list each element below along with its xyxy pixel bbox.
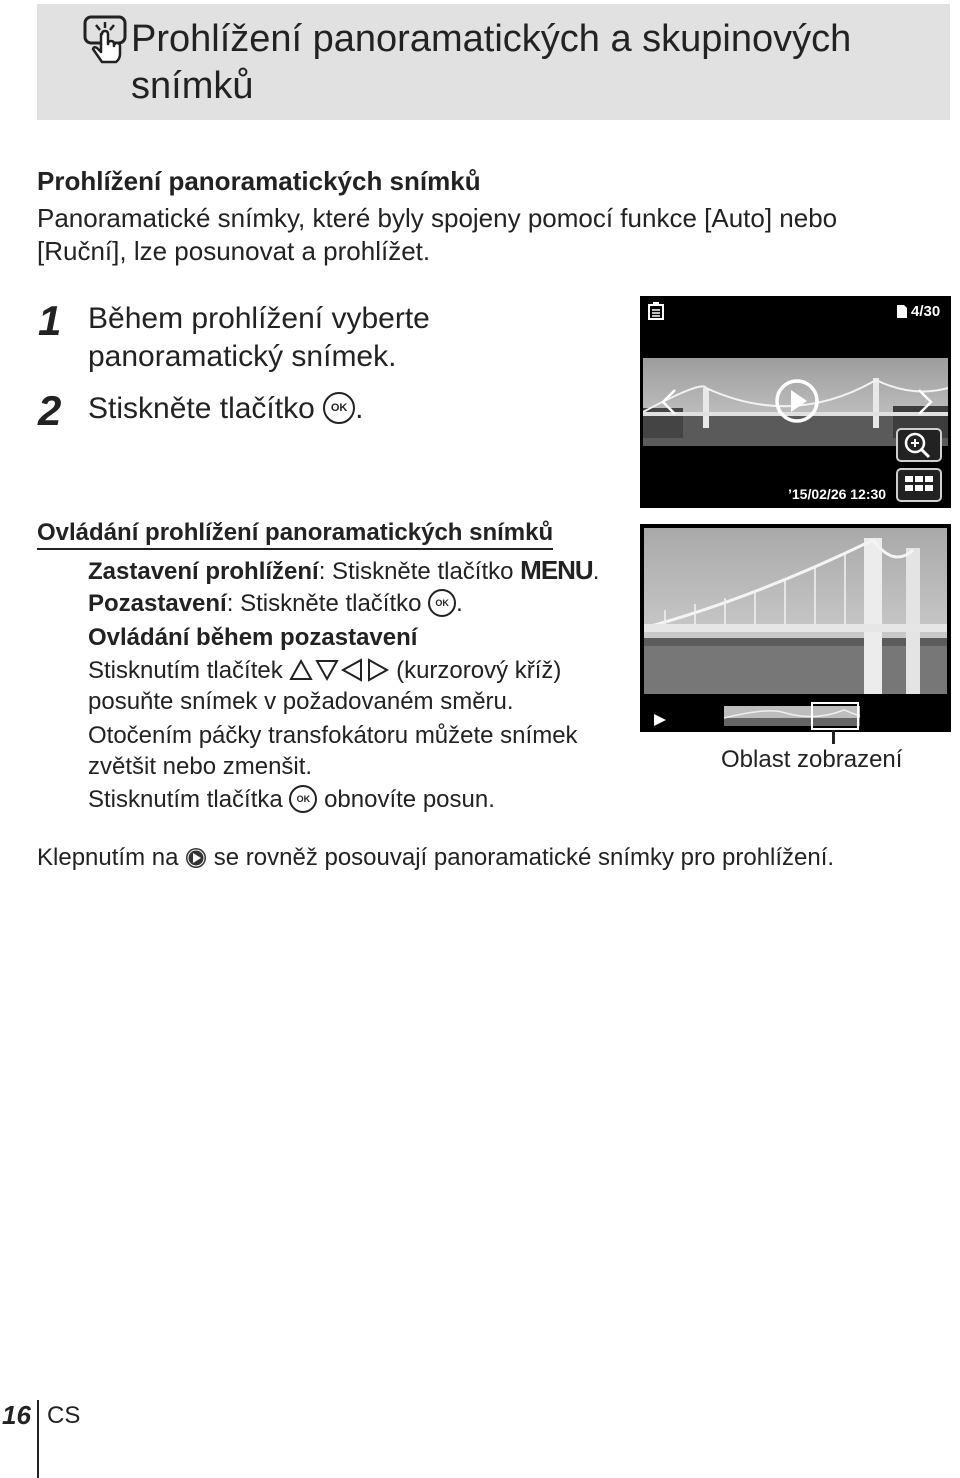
footer-note-prefix: Klepnutím na (37, 844, 179, 871)
restore-prefix: Stisknutím tlačítka (88, 786, 283, 813)
step-1-number: 1 (38, 297, 62, 344)
section-body-line2: [Ruční], lze posunovat a prohlížet. (37, 236, 431, 266)
ok-button-icon: OK (428, 589, 456, 617)
pause-line: Pozastavení: Stiskněte tlačítko OK . (88, 590, 463, 617)
controls-heading-wrap (37, 519, 553, 547)
panorama-enlarged-view (644, 528, 947, 694)
pause-text: : Stiskněte tlačítko (226, 590, 422, 617)
footer-note (37, 842, 834, 874)
frame-counter: 4/30 (911, 303, 941, 320)
page-title: Prohlížení panoramatických a skupinových snímků (131, 18, 852, 107)
arrows-prefix: Stisknutím tlačítek (88, 657, 283, 684)
zoom-line2: zvětšit nebo zmenšit. (88, 753, 313, 780)
step-2-number: 2 (38, 387, 62, 434)
index-view-icon[interactable] (896, 468, 942, 502)
cursor-arrows-icon (289, 658, 389, 682)
step-2-suffix: . (355, 392, 364, 425)
display-area-caption: Oblast zobrazení (721, 746, 903, 773)
play-circle-icon (185, 847, 207, 869)
stop-playback-line: Zastavení prohlížení: Stiskněte tlačítko MENU. (88, 555, 600, 585)
touch-icon (82, 14, 128, 66)
footer-note-suffix: se rovněž posouvají panoramatické snímky pro prohlížení. (213, 844, 835, 871)
stop-playback-label: Zastavení prohlížení (88, 558, 319, 585)
step-2-text (88, 390, 363, 428)
arrows-line2: posuňte snímek v požadovaném směru. (88, 688, 514, 715)
date-time: ’15/02/26 12:30 (788, 486, 887, 502)
protect-icon (648, 302, 664, 320)
restore-line (88, 784, 495, 816)
play-indicator-icon (652, 712, 668, 728)
during-pause-heading: Ovládání během pozastavení (88, 624, 418, 651)
play-icon[interactable] (774, 378, 820, 424)
menu-button-label: MENU (520, 555, 593, 585)
restore-suffix: obnovíte posun. (324, 786, 495, 813)
sd-card-icon (896, 304, 908, 319)
page-language: CS (47, 1402, 81, 1429)
chevron-right-icon[interactable] (916, 388, 934, 416)
page-divider (37, 1400, 39, 1478)
section-heading: Prohlížení panoramatických snímků (37, 166, 481, 196)
ok-button-icon: OK (289, 785, 317, 813)
zoom-in-icon[interactable] (896, 428, 942, 462)
ok-button-icon: OK (323, 392, 355, 424)
chevron-left-icon[interactable] (660, 388, 678, 416)
section-body-line1: Panoramatické snímky, které byly spojeny pomocí funkce [Auto] nebo (37, 203, 838, 233)
panorama-navigator-strip (724, 702, 860, 730)
callout-line (832, 730, 835, 744)
step-2-label: Stiskněte tlačítko (88, 392, 315, 425)
step-1-line1: Během prohlížení vyberte (88, 302, 430, 335)
zoom-line1: Otočením páčky transfokátoru můžete snímek (88, 722, 578, 749)
controls-heading: Ovládání prohlížení panoramatických snímků (37, 519, 553, 550)
page-number: 16 (2, 1400, 31, 1430)
stop-playback-text: : Stiskněte tlačítko (318, 558, 514, 585)
arrows-line (88, 655, 561, 687)
camera-screen-panorama-scroll (640, 524, 951, 732)
arrows-suffix: (kurzorový kříž) (396, 657, 562, 684)
pause-label: Pozastavení (88, 590, 227, 617)
step-1-line2: panoramatický snímek. (88, 340, 397, 373)
camera-screen-playback (640, 296, 951, 508)
